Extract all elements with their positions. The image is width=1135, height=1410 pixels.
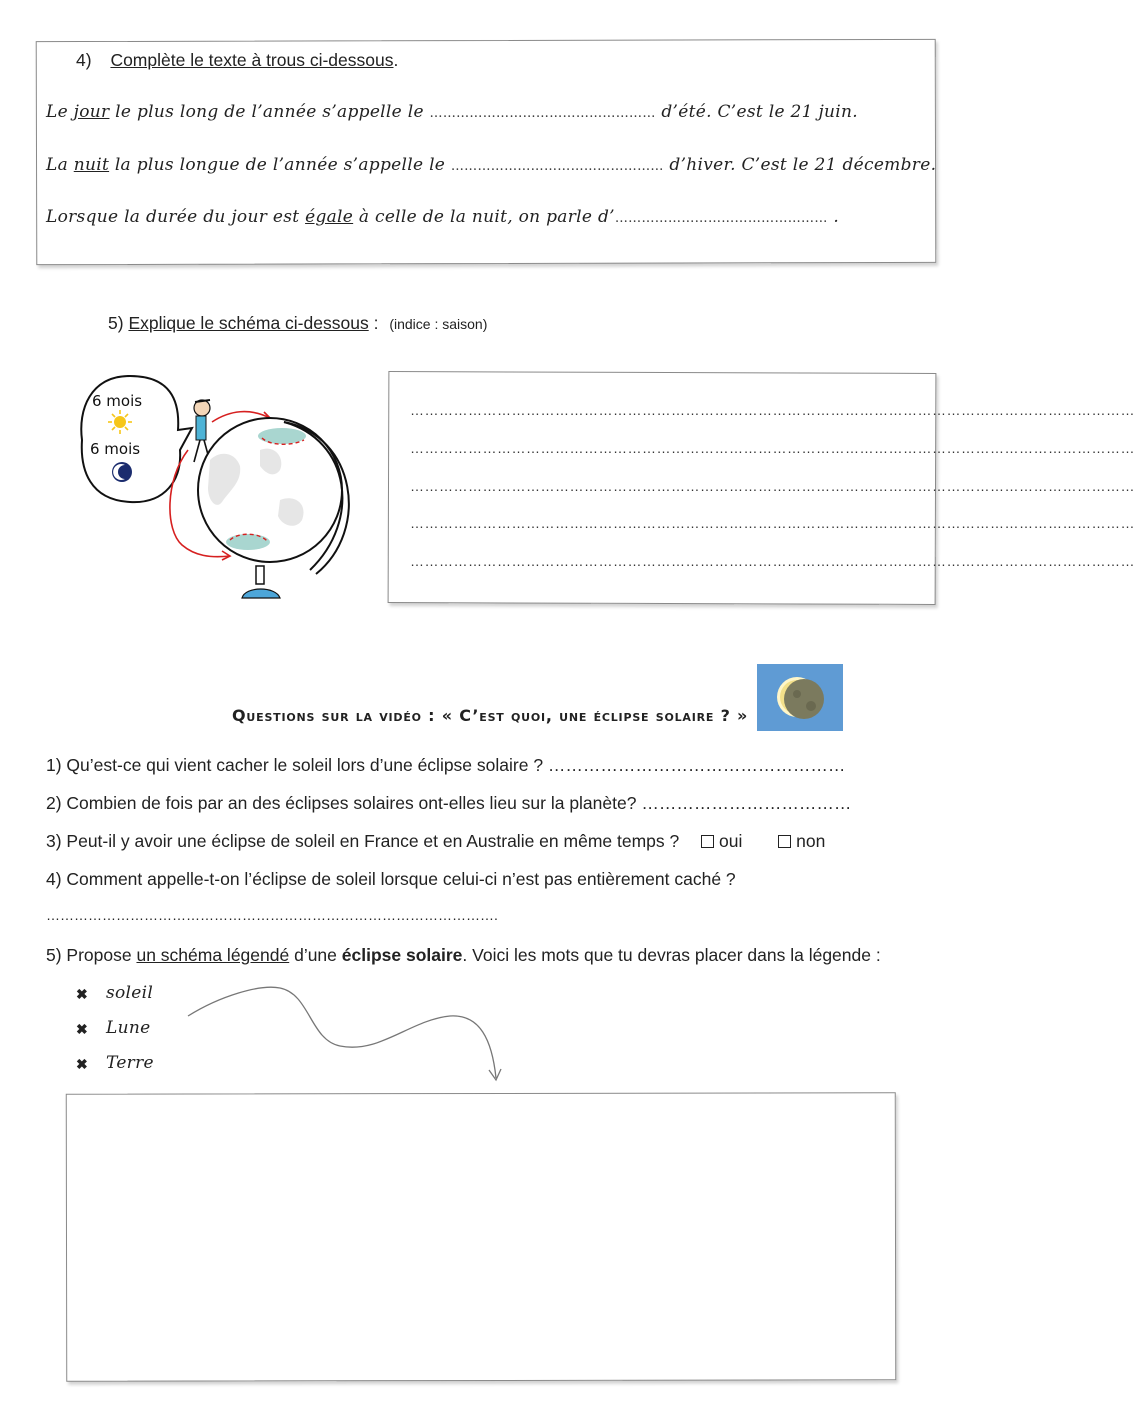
fill-line-1-post: d’été. C’est le 21 juin. <box>655 102 858 122</box>
keyword-jour: jour <box>73 102 110 122</box>
fill-line-3-post: . <box>827 207 840 227</box>
question-5-pre: 5) Propose <box>46 945 137 965</box>
legend-word-soleil: soleil <box>106 983 154 1003</box>
fill-line-2-post: d’hiver. C’est le 21 décembre. <box>663 155 937 175</box>
answer-line[interactable]: …………………………………………………………………………………………………………………………………… <box>410 402 1135 418</box>
question-5-underlined: un schéma légendé <box>136 945 290 965</box>
blank-1[interactable]: …………………………………………… <box>429 106 656 121</box>
checkbox-non[interactable] <box>778 835 791 848</box>
bubble-text-bottom: 6 mois <box>90 440 141 458</box>
question-3-text: 3) Peut-il y avoir une éclipse de soleil en France et en Australie en même temps ? <box>46 831 680 851</box>
south-pole-cap <box>226 534 270 550</box>
exercise-5-heading <box>108 313 487 334</box>
question-5-bold: éclipse solaire <box>341 945 463 965</box>
legend-word-lune: Lune <box>106 1018 151 1038</box>
bubble-text-top: 6 mois <box>92 392 143 410</box>
question-5-mid: d’une <box>289 945 342 965</box>
exercise-4-title-end: . <box>393 50 399 70</box>
answer-line[interactable]: …………………………………………………………………………………………………………………………………… <box>410 553 1135 569</box>
blank-2[interactable]: ………………………………………… <box>450 159 664 174</box>
exercise-5-colon: : <box>368 313 379 333</box>
question-4: 4) Comment appelle-t-on l’éclipse de soleil lorsque celui-ci n’est pas entièrement caché ? <box>46 869 736 889</box>
fill-line-1-pre: Le <box>46 102 74 122</box>
question-2: 2) Combien de fois par an des éclipses solaires ont-elles lieu sur la planète? ……………………………… <box>46 793 852 813</box>
option-oui-label: oui <box>719 831 743 851</box>
fill-line-3-mid: à celle de la nuit, on parle d’ <box>353 207 615 227</box>
exercise-4-title: Complète le texte à trous ci-dessous <box>110 50 394 70</box>
question-5 <box>46 945 881 966</box>
moon-disc <box>784 679 824 719</box>
globe-illustration <box>70 370 370 610</box>
question-5-post: . Voici les mots que tu devras placer dans la légende : <box>462 945 881 965</box>
moon-icon <box>112 462 132 482</box>
curvy-arrow <box>180 980 510 1090</box>
bullet-icon: ✖ <box>76 1021 88 1037</box>
exercise-4-number: 4) <box>76 50 92 70</box>
exercise-4-heading <box>76 50 398 71</box>
question-3 <box>46 831 825 852</box>
globe-base <box>242 589 280 598</box>
eclipse-image <box>757 664 843 731</box>
fill-line-1 <box>46 102 858 122</box>
question-4-answer-line[interactable]: ……………………………………………………………………………………. <box>46 907 498 923</box>
blank-3[interactable]: ………………………………………… <box>614 211 828 226</box>
exercise-5-title: Explique le schéma ci-dessous <box>128 313 369 333</box>
exercise-5-hint: (indice : saison) <box>389 316 488 332</box>
keyword-nuit: nuit <box>73 155 110 175</box>
answer-line[interactable]: …………………………………………………………………………………………………………………………………… <box>410 440 1135 456</box>
bullet-icon: ✖ <box>76 986 88 1002</box>
fill-line-3 <box>46 207 839 227</box>
fill-line-2-mid: la plus longue de l’année s’appelle le <box>109 155 451 175</box>
exercise-4-box <box>36 39 937 265</box>
checkbox-oui[interactable] <box>701 835 714 848</box>
fill-line-1-mid: le plus long de l’année s’appelle le <box>109 102 430 122</box>
keyword-egale: égale <box>305 207 354 227</box>
option-non-label: non <box>796 831 826 851</box>
video-heading: Questions sur la vidéo : « C’est quoi, une éclipse solaire ? » <box>232 706 749 725</box>
fill-line-3-pre: Lorsque la durée du jour est <box>46 207 306 227</box>
answer-line[interactable]: …………………………………………………………………………………………………………………………………… <box>410 515 1135 531</box>
legend-word-terre: Terre <box>106 1053 154 1073</box>
drawing-area-box[interactable] <box>66 1092 897 1381</box>
answer-line[interactable]: …………………………………………………………………………………………………………………………………… <box>410 478 1135 494</box>
fill-line-2 <box>46 155 936 175</box>
question-1: 1) Qu’est-ce qui vient cacher le soleil lors d’une éclipse solaire ? …………………………………………… <box>46 755 846 775</box>
exercise-5-number: 5) <box>108 313 124 333</box>
bullet-icon: ✖ <box>76 1056 88 1072</box>
fill-line-2-pre: La <box>46 155 74 175</box>
